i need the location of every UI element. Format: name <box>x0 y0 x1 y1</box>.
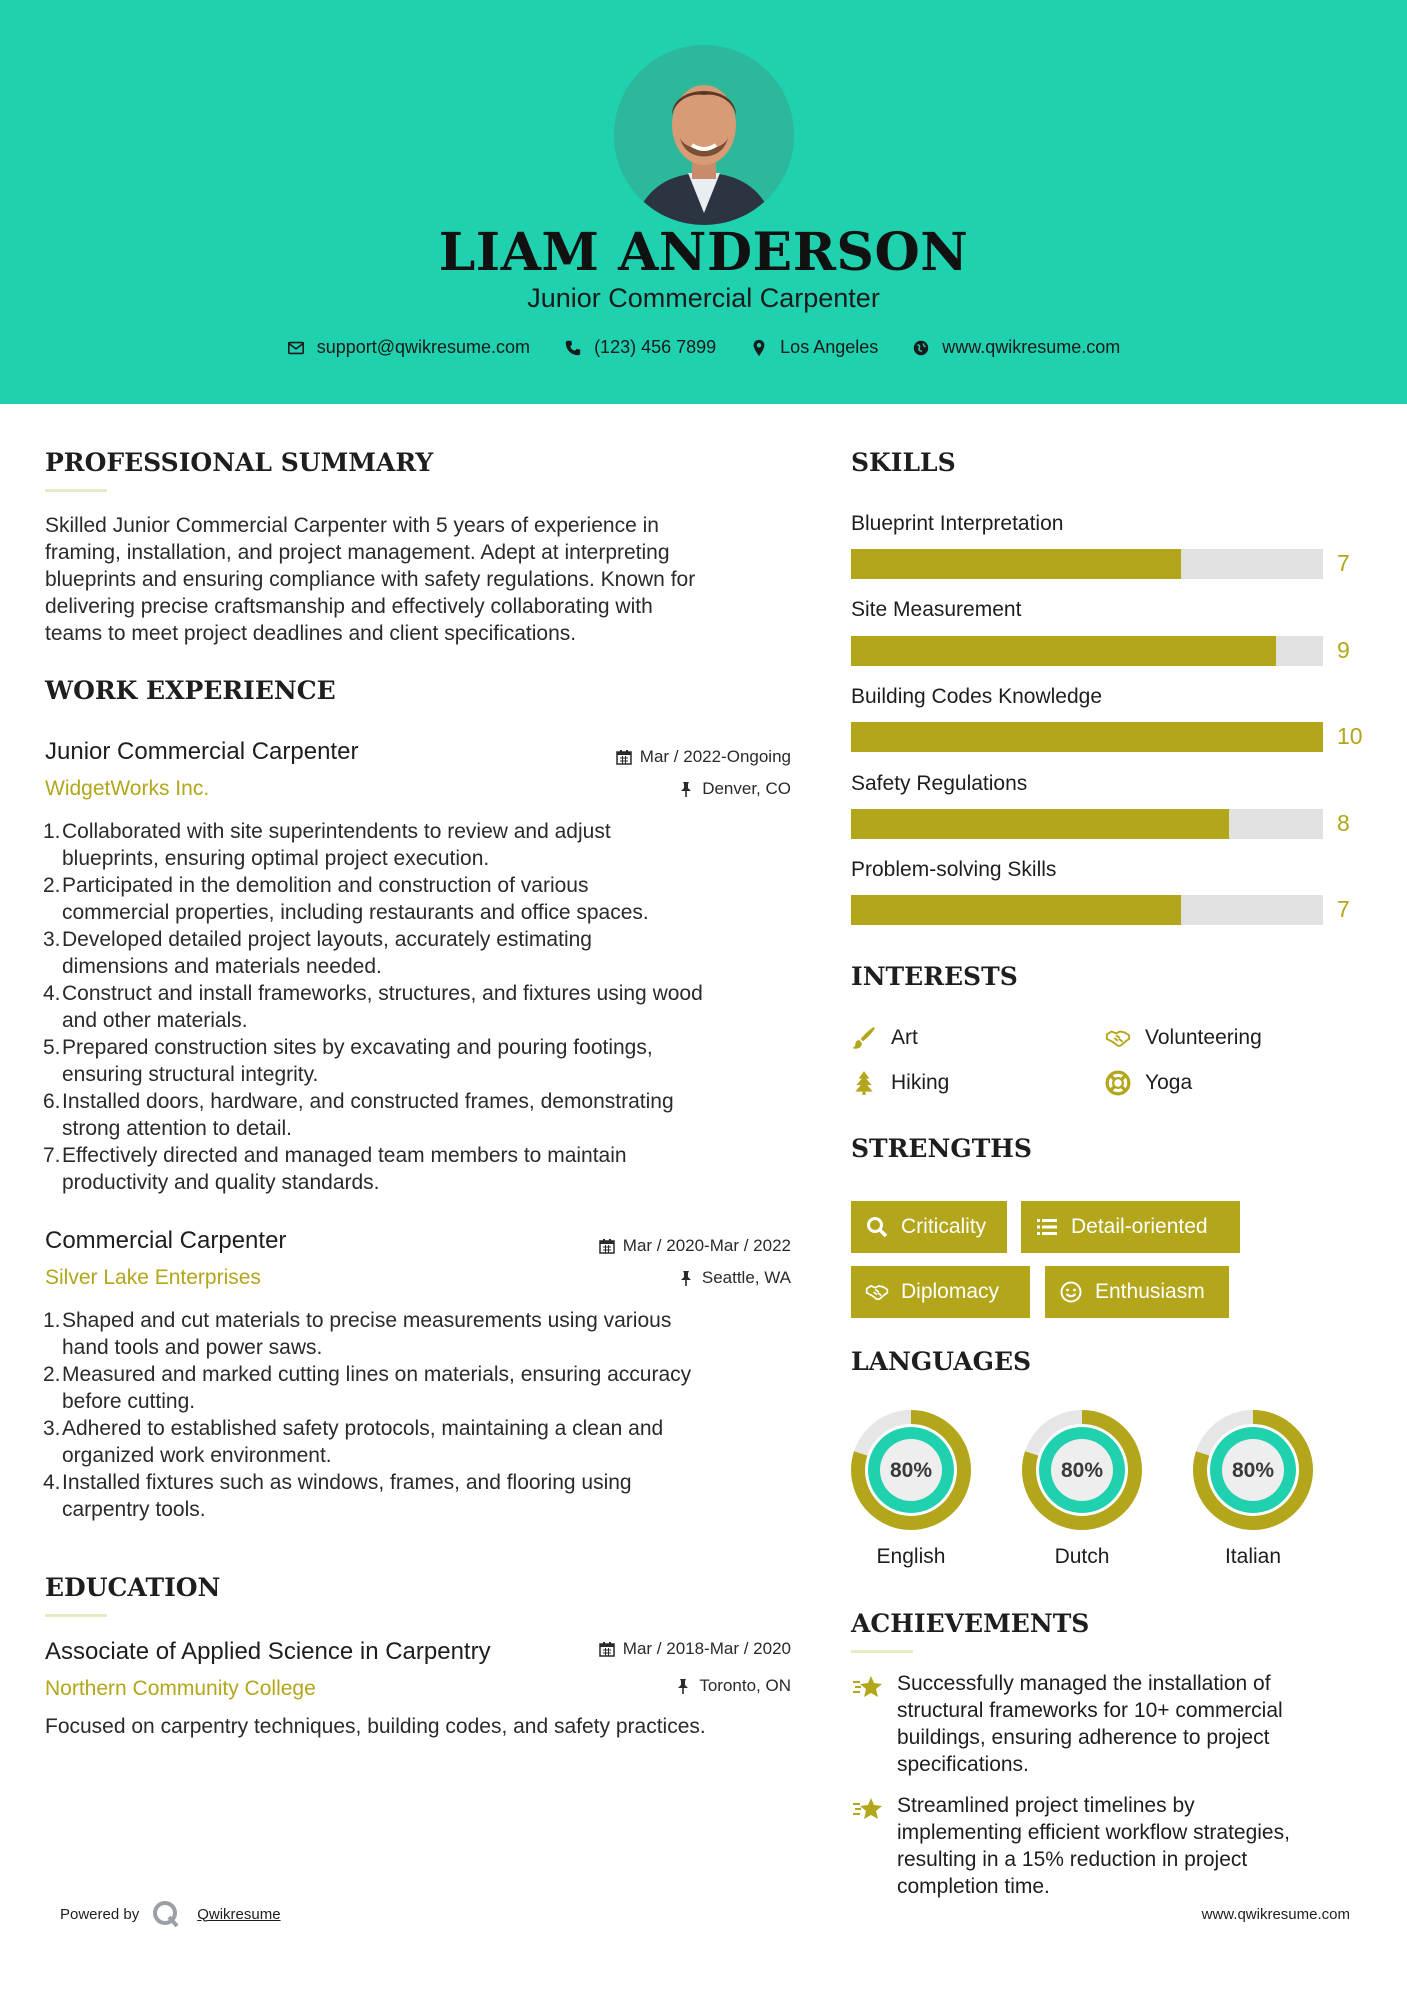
job-location-text: Denver, CO <box>702 779 791 798</box>
interest-label: Yoga <box>1145 1071 1193 1094</box>
job-location <box>500 779 791 799</box>
achievement-text: Successfully managed the installation of structural frameworks for 10+ commercial buildings, ensuring adherence to project specifications. <box>897 1672 1283 1776</box>
skill-value: 8 <box>1337 810 1350 836</box>
skill-bar-fill <box>851 636 1276 666</box>
summary-line: teams to meet project deadlines and client specifications. <box>45 622 577 645</box>
star-achievement-icon <box>851 1792 885 1826</box>
skill-bar-fill <box>851 895 1181 925</box>
language-name: Dutch <box>1054 1545 1110 1568</box>
phone-icon <box>564 339 582 357</box>
globe-icon <box>912 339 930 357</box>
skill-bar-fill <box>851 549 1181 579</box>
summary-heading: PROFESSIONAL SUMMARY <box>45 448 434 477</box>
footer-website[interactable]: www.qwikresume.com <box>1201 1906 1350 1923</box>
task-item: 7. Effectively directed and managed team members to maintain productivity and quality standards. <box>43 1144 627 1194</box>
summary-line: delivering precise craftsmanship and effectively collaborating with <box>45 595 653 618</box>
powered-by-label: Powered by <box>60 1905 140 1923</box>
paintbrush-icon <box>851 1025 877 1051</box>
interests-heading: INTERESTS <box>851 962 1018 991</box>
achievements-underline <box>851 1650 913 1653</box>
handshake-icon <box>865 1280 889 1304</box>
summary-line: blueprints and ensuring compliance with safety regulations. Known for <box>45 568 696 591</box>
skill-label: Safety Regulations <box>851 772 1028 795</box>
skill-value: 7 <box>1337 896 1350 922</box>
skill-value: 9 <box>1337 637 1350 663</box>
contact-phone-text: (123) 456 7899 <box>594 337 717 357</box>
pushpin-icon <box>675 1678 691 1694</box>
interest-label: Art <box>891 1026 918 1049</box>
skill-bar-track <box>851 722 1323 752</box>
strength-tag <box>851 1201 1007 1253</box>
skill-label: Site Measurement <box>851 598 1022 621</box>
skill-bar-track <box>851 549 1323 579</box>
qwikresume-logo-icon <box>151 1899 181 1929</box>
job-tasks <box>43 818 803 1196</box>
profile-photo-illustration <box>614 45 794 225</box>
strength-label: Enthusiasm <box>1095 1280 1205 1303</box>
contact-website[interactable] <box>912 337 1120 358</box>
interest-item <box>1105 1025 1262 1051</box>
candidate-name: LIAM ANDERSON <box>438 222 969 283</box>
language-donut <box>1021 1409 1143 1531</box>
smile-icon <box>1059 1280 1083 1304</box>
contact-email[interactable] <box>287 337 530 358</box>
job-title: Commercial Carpenter <box>45 1227 287 1254</box>
interest-label: Volunteering <box>1145 1026 1262 1049</box>
strengths-heading: STRENGTHS <box>851 1134 1032 1163</box>
language-percent: 80% <box>889 1459 933 1482</box>
map-pin-icon <box>750 339 768 357</box>
job-title: Junior Commercial Carpenter <box>45 738 359 765</box>
brand-link[interactable]: Qwikresume <box>197 1905 281 1923</box>
calendar-icon <box>599 1641 615 1657</box>
strength-tag <box>851 1266 1030 1318</box>
contact-location-text: Los Angeles <box>780 337 879 357</box>
contact-location <box>750 337 878 358</box>
achievement-text: Streamlined project timelines by implementing efficient workflow strategies, resulting in a 15% reduction in project completion time. <box>897 1794 1290 1898</box>
task-item: 6. Installed doors, hardware, and constructed frames, demonstrating strong attention to detail. <box>43 1090 674 1140</box>
job-dates <box>500 1236 791 1256</box>
skill-bar-track <box>851 809 1323 839</box>
education-dates <box>500 1639 791 1659</box>
strength-label: Diplomacy <box>901 1280 1000 1303</box>
contact-email-text: support@qwikresume.com <box>316 337 531 357</box>
education-underline <box>45 1614 107 1617</box>
summary-line: framing, installation, and project management. Adept at interpreting <box>45 541 670 564</box>
profile-photo <box>614 45 794 225</box>
lifebuoy-icon <box>1105 1070 1131 1096</box>
skill-label: Problem-solving Skills <box>851 858 1057 881</box>
education-heading: EDUCATION <box>45 1573 221 1602</box>
interest-item <box>851 1070 949 1096</box>
skills-heading: SKILLS <box>851 448 956 477</box>
pushpin-icon <box>678 781 694 797</box>
skill-bar-track <box>851 636 1323 666</box>
task-item: 2. Participated in the demolition and construction of various commercial properties, including restaurants and office spaces. <box>43 874 649 924</box>
strength-tag <box>1045 1266 1229 1318</box>
language-percent: 80% <box>1231 1459 1275 1482</box>
job-tasks <box>43 1307 803 1523</box>
job-dates <box>500 747 791 767</box>
summary-text <box>45 512 695 647</box>
interest-item <box>1105 1070 1192 1096</box>
task-item: 3. Developed detailed project layouts, accurately estimating dimensions and materials needed. <box>43 928 592 978</box>
task-item: 2. Measured and marked cutting lines on materials, ensuring accuracy before cutting. <box>43 1363 692 1413</box>
achievements-heading: ACHIEVEMENTS <box>851 1609 1090 1638</box>
language-donut <box>1192 1409 1314 1531</box>
list-icon <box>1035 1215 1059 1239</box>
job-dates-text: Mar / 2022-Ongoing <box>639 747 791 766</box>
language-percent: 80% <box>1060 1459 1104 1482</box>
strength-label: Criticality <box>901 1215 987 1238</box>
skill-bar-fill <box>851 722 1323 752</box>
footer-powered-by <box>60 1899 281 1929</box>
languages-heading: LANGUAGES <box>851 1347 1032 1376</box>
contact-website-text: www.qwikresume.com <box>942 337 1121 357</box>
search-icon <box>865 1215 889 1239</box>
task-item: 4. Installed fixtures such as windows, frames, and flooring using carpentry tools. <box>43 1471 632 1521</box>
skill-bar-track <box>851 895 1323 925</box>
resume-header <box>0 0 1407 404</box>
skill-value: 10 <box>1337 723 1363 749</box>
summary-underline <box>45 489 107 492</box>
experience-heading: WORK EXPERIENCE <box>45 676 336 705</box>
company-name: WidgetWorks Inc. <box>45 777 210 800</box>
achievement-item <box>851 1792 1290 1900</box>
strength-tag <box>1021 1201 1240 1253</box>
envelope-icon <box>287 339 305 357</box>
handshake-icon <box>1105 1025 1131 1051</box>
skill-label: Building Codes Knowledge <box>851 685 1103 708</box>
tree-icon <box>851 1070 877 1096</box>
skill-label: Blueprint Interpretation <box>851 512 1064 535</box>
job-location <box>500 1268 791 1288</box>
interest-item <box>851 1025 918 1051</box>
task-item: 4. Construct and install frameworks, structures, and fixtures using wood and other materials. <box>43 982 703 1032</box>
job-location-text: Seattle, WA <box>701 1268 791 1287</box>
language-donut <box>850 1409 972 1531</box>
language-name: Italian <box>1224 1545 1282 1568</box>
pushpin-icon <box>678 1270 694 1286</box>
language-name: English <box>876 1545 946 1568</box>
contact-phone[interactable] <box>564 337 716 358</box>
task-item: 3. Adhered to established safety protocols, maintaining a clean and organized work environment. <box>43 1417 664 1467</box>
degree-title: Associate of Applied Science in Carpentry <box>45 1638 491 1665</box>
strength-label: Detail-oriented <box>1071 1215 1208 1238</box>
contact-bar <box>0 337 1407 358</box>
calendar-icon <box>616 749 632 765</box>
education-location <box>500 1676 791 1696</box>
skill-value: 7 <box>1337 550 1350 576</box>
education-location-text: Toronto, ON <box>699 1676 791 1695</box>
interest-label: Hiking <box>891 1071 950 1094</box>
task-item: 1. Collaborated with site superintendents to review and adjust blueprints, ensuring optimal project execution. <box>43 820 611 870</box>
education-description: Focused on carpentry techniques, building codes, and safety practices. <box>45 1715 706 1738</box>
education-dates-text: Mar / 2018-Mar / 2020 <box>622 1639 791 1658</box>
job-dates-text: Mar / 2020-Mar / 2022 <box>622 1236 791 1255</box>
skill-bar-fill <box>851 809 1229 839</box>
company-name: Silver Lake Enterprises <box>45 1266 261 1289</box>
task-item: 1. Shaped and cut materials to precise measurements using various hand tools and power saws. <box>43 1309 672 1359</box>
summary-line: Skilled Junior Commercial Carpenter with 5 years of experience in <box>45 514 659 537</box>
achievement-item <box>851 1670 1283 1778</box>
star-achievement-icon <box>851 1670 885 1704</box>
school-name: Northern Community College <box>45 1677 316 1700</box>
calendar-icon <box>599 1238 615 1254</box>
candidate-title: Junior Commercial Carpenter <box>527 283 880 313</box>
task-item: 5. Prepared construction sites by excavating and pouring footings, ensuring structural integrity. <box>43 1036 653 1086</box>
